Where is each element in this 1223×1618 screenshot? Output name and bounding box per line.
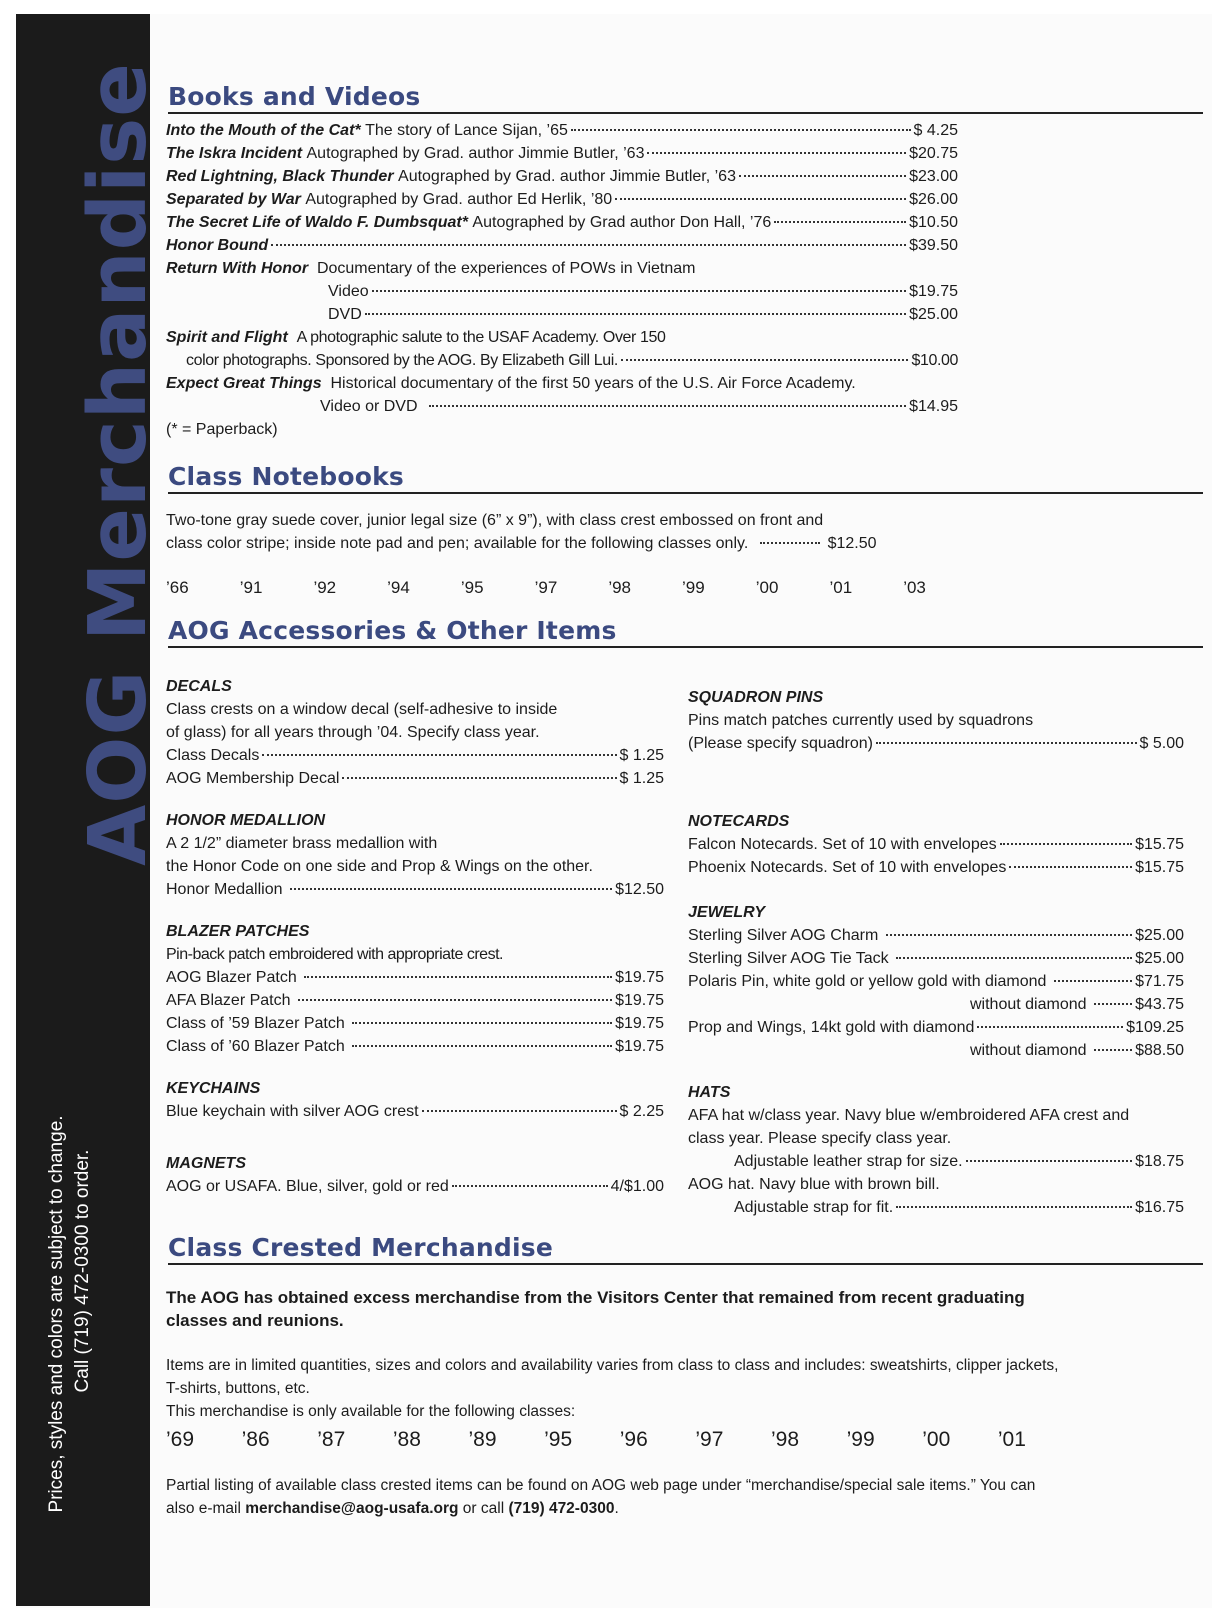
item-label: (Please specify squadron) (688, 735, 873, 752)
hats-desc-line1: AFA hat w/class year. Navy blue w/embroidered AFA crest and (688, 1107, 1130, 1124)
sidebar-title: AOG Merchandise (72, 62, 164, 866)
leader-dots (1094, 1003, 1132, 1005)
book-desc: Autographed by Grad. author Ed Herlik, ’80 (305, 191, 613, 208)
book-item (166, 212, 958, 234)
book-title: Separated by War (166, 191, 301, 208)
notebooks-heading: Class Notebooks (168, 462, 1203, 494)
keychains-title: KEYCHAINS (166, 1080, 261, 1097)
book-price: $20.75 (909, 145, 958, 162)
item-price: $12.50 (615, 881, 664, 898)
format-price: $25.00 (909, 306, 958, 323)
item-label: Adjustable strap for fit. (734, 1199, 894, 1216)
accessories-heading: AOG Accessories & Other Items (168, 616, 1203, 648)
item-label: AOG Blazer Patch (166, 969, 297, 986)
book-title: Honor Bound (166, 237, 269, 254)
book-title: Spirit and Flight (166, 329, 288, 346)
leader-dots (760, 542, 820, 544)
class-year: ’69 (166, 1428, 195, 1451)
book-spirit (166, 327, 666, 349)
leader-dots (304, 976, 612, 978)
crested-para-line1: Items are in limited quantities, sizes and colors and availability varies from class to class and includes: sweatshirts, clipper jackets, (166, 1357, 1059, 1374)
item-price: $88.50 (1135, 1042, 1184, 1059)
format-label: Video or DVD (320, 398, 418, 415)
book-item (166, 143, 958, 165)
class-year: ’98 (608, 578, 631, 597)
item-price: $ 1.25 (619, 770, 664, 787)
price-row (970, 1040, 1184, 1062)
item-price: $19.75 (615, 969, 664, 986)
email-link[interactable]: merchandise@aog-usafa.org (245, 1500, 459, 1517)
leader-dots (615, 198, 906, 200)
decals-desc-line1: Class crests on a window decal (self-adhesive to inside (166, 701, 558, 718)
item-price: $71.75 (1135, 973, 1184, 990)
crested-para-line2: T-shirts, buttons, etc. (166, 1380, 310, 1397)
book-desc: Documentary of the experiences of POWs in Vietnam (316, 260, 696, 277)
book-desc: Autographed by Grad. author Jimmie Butler, ’63 (398, 168, 736, 185)
squadron-title: SQUADRON PINS (688, 689, 824, 706)
leader-dots (876, 742, 1137, 744)
book-price: $26.00 (909, 191, 958, 208)
leader-dots (896, 957, 1132, 959)
price-row (688, 1017, 1184, 1039)
item-price: $18.75 (1135, 1153, 1184, 1170)
magnets-title: MAGNETS (166, 1155, 246, 1172)
leader-dots (977, 1026, 1123, 1028)
leader-dots (886, 934, 1132, 936)
price-row (166, 1013, 664, 1035)
item-label: Blue keychain with silver AOG crest (166, 1103, 419, 1120)
patches-title: BLAZER PATCHES (166, 923, 310, 940)
book-title: Expect Great Things (166, 375, 322, 392)
class-year: ’89 (468, 1428, 497, 1451)
price-row (166, 990, 664, 1012)
price-row (166, 967, 664, 989)
price-row (734, 1151, 1184, 1173)
hats-desc-line3: AOG hat. Navy blue with brown bill. (688, 1176, 940, 1193)
class-year: ’96 (619, 1428, 648, 1451)
leader-dots (352, 1022, 612, 1024)
leader-dots (896, 1206, 1132, 1208)
price-row (688, 834, 1184, 856)
crested-lead-line2: classes and reunions. (166, 1311, 344, 1330)
item-label: without diamond (970, 996, 1087, 1013)
class-year: ’66 (166, 578, 189, 597)
book-price: $23.00 (909, 168, 958, 185)
book-item (166, 189, 958, 211)
patches-desc: Pin-back patch embroidered with appropriate crest. (166, 946, 503, 963)
book-format-row (320, 396, 958, 418)
price-row (688, 857, 1184, 879)
sidebar-note-call: Call (719) 472-0300 to order. (72, 1149, 93, 1393)
class-year: ’00 (755, 578, 779, 597)
crested-footer-line2 (166, 1498, 619, 1520)
leader-dots (262, 754, 616, 756)
book-price: $ 4.25 (913, 122, 958, 139)
class-year: ’98 (771, 1428, 800, 1451)
class-year: ’99 (846, 1428, 875, 1451)
class-year: ’87 (317, 1428, 346, 1451)
footer-text: also e-mail (166, 1500, 246, 1517)
sidebar-note-prices: Prices, styles and colors are subject to change. (46, 1115, 67, 1513)
item-price: 4/$1.00 (610, 1178, 664, 1195)
price-row (688, 925, 1184, 947)
class-year: ’88 (392, 1428, 421, 1451)
book-desc: color photographs. Sponsored by the AOG. By Elizabeth Gill Lui. (186, 352, 618, 369)
leader-dots (647, 152, 906, 154)
leader-dots (774, 221, 906, 223)
book-desc: Autographed by Grad. author Jimmie Butler, ’63 (306, 145, 645, 162)
leader-dots (365, 313, 906, 315)
class-year: ’94 (387, 578, 410, 597)
leader-dots (1094, 1049, 1132, 1051)
notebooks-desc-line2: class color stripe; inside note pad and pen; available for the following classes only. (166, 535, 749, 552)
item-label: Class of ’60 Blazer Patch (166, 1038, 345, 1055)
book-spirit-row (186, 350, 958, 372)
leader-dots (429, 405, 906, 407)
item-label: AOG Membership Decal (166, 770, 340, 787)
book-expect (166, 373, 856, 395)
squadron-desc: Pins match patches currently used by squadrons (688, 712, 1034, 729)
crested-footer-line1: Partial listing of available class crested items can be found on AOG web page under “merchandise/special sale items.” You can (166, 1477, 1036, 1494)
item-price: $ 2.25 (619, 1103, 664, 1120)
price-row (688, 948, 1184, 970)
book-return (166, 258, 696, 280)
book-format-row (328, 281, 958, 303)
price-row (688, 971, 1184, 993)
item-price: $16.75 (1135, 1199, 1184, 1216)
item-label: Sterling Silver AOG Tie Tack (688, 950, 889, 967)
notebooks-years (166, 578, 926, 598)
book-price: $10.00 (911, 352, 958, 369)
leader-dots (571, 129, 911, 131)
leader-dots (290, 888, 612, 890)
class-year: ’97 (695, 1428, 724, 1451)
item-price: $15.75 (1135, 859, 1184, 876)
leader-dots (352, 1045, 612, 1047)
item-label: Class Decals (166, 747, 260, 764)
item-label: Adjustable leather strap for size. (734, 1153, 963, 1170)
crested-years (166, 1428, 1026, 1452)
notecards-title: NOTECARDS (688, 813, 790, 830)
leader-dots (422, 1110, 617, 1112)
price-row (166, 1036, 664, 1058)
price-row (970, 994, 1184, 1016)
item-label: Polaris Pin, white gold or yellow gold with diamond (688, 973, 1047, 990)
leader-dots (271, 244, 906, 246)
item-price: $19.75 (615, 1038, 664, 1055)
footnote-paperback: (* = Paperback) (166, 421, 278, 438)
book-item (166, 120, 958, 142)
book-title: Return With Honor (166, 260, 309, 277)
book-title: The Secret Life of Waldo F. Dumbsquat* (166, 214, 468, 231)
class-year: ’00 (922, 1428, 951, 1451)
books-heading: Books and Videos (168, 82, 1203, 114)
book-desc: A photographic salute to the USAF Academy. Over 150 (296, 329, 666, 346)
medallion-desc-line1: A 2 1/2” diameter brass medallion with (166, 835, 438, 852)
price-row (166, 879, 664, 901)
price-row (166, 1176, 664, 1198)
medallion-desc-line2: the Honor Code on one side and Prop & Wings on the other. (166, 858, 593, 875)
item-label: Honor Medallion (166, 881, 283, 898)
class-year: ’97 (534, 578, 558, 597)
item-label: Class of ’59 Blazer Patch (166, 1015, 345, 1032)
item-price: $ 5.00 (1139, 735, 1184, 752)
notebooks-desc-line1: Two-tone gray suede cover, junior legal size (6” x 9”), with class crest embossed on front and (166, 512, 824, 529)
book-title: The Iskra Incident (166, 145, 303, 162)
footer-text: . (614, 1500, 619, 1517)
jewelry-title: JEWELRY (688, 904, 766, 921)
book-desc: Autographed by Grad author Don Hall, ’76 (472, 214, 772, 231)
book-title: Into the Mouth of the Cat* (166, 122, 361, 139)
item-price: $25.00 (1135, 950, 1184, 967)
item-label: Phoenix Notecards. Set of 10 with envelopes (688, 859, 1007, 876)
class-year: ’95 (544, 1428, 573, 1451)
notebooks-price: $12.50 (827, 535, 877, 552)
notebooks-price-row (166, 533, 941, 555)
book-price: $10.50 (909, 214, 958, 231)
price-row (688, 733, 1184, 755)
leader-dots (621, 359, 909, 361)
item-label: Sterling Silver AOG Charm (688, 927, 879, 944)
item-label: AOG or USAFA. Blue, silver, gold or red (166, 1178, 449, 1195)
leader-dots (452, 1185, 608, 1187)
book-desc: Historical documentary of the first 50 years of the U.S. Air Force Academy. (330, 375, 856, 392)
class-year: ’95 (460, 578, 484, 597)
format-price: $19.75 (909, 283, 958, 300)
price-row (734, 1197, 1184, 1219)
leader-dots (1009, 866, 1132, 868)
leader-dots (739, 175, 906, 177)
item-price: $109.25 (1126, 1019, 1184, 1036)
footer-text: or call (458, 1500, 509, 1517)
hats-title: HATS (688, 1084, 731, 1101)
item-label: AFA Blazer Patch (166, 992, 291, 1009)
class-year: ’92 (313, 578, 337, 597)
book-format-row (328, 304, 958, 326)
book-price: $39.50 (909, 237, 958, 254)
hats-desc-line2: class year. Please specify class year. (688, 1130, 952, 1147)
class-year: ’03 (903, 578, 926, 597)
item-price: $15.75 (1135, 836, 1184, 853)
item-label: without diamond (970, 1042, 1087, 1059)
class-year: ’86 (241, 1428, 270, 1451)
item-price: $19.75 (615, 1015, 664, 1032)
item-label: Prop and Wings, 14kt gold with diamond (688, 1019, 975, 1036)
medallion-title: HONOR MEDALLION (166, 812, 326, 829)
format-label: DVD (328, 306, 362, 323)
leader-dots (966, 1160, 1133, 1162)
class-year: ’01 (829, 578, 853, 597)
price-row (166, 745, 664, 767)
phone-number: (719) 472-0300 (508, 1500, 615, 1517)
item-price: $19.75 (615, 992, 664, 1009)
format-label: Video (328, 283, 369, 300)
book-title: Red Lightning, Black Thunder (166, 168, 394, 185)
crested-lead-line1: The AOG has obtained excess merchandise from the Visitors Center that remained from recent graduating (166, 1288, 1025, 1307)
crested-para-line3: This merchandise is only available for the following classes: (166, 1403, 576, 1420)
decals-title: DECALS (166, 678, 232, 695)
item-label: Falcon Notecards. Set of 10 with envelopes (688, 836, 997, 853)
crested-heading: Class Crested Merchandise (168, 1233, 1203, 1265)
class-year: ’99 (682, 578, 705, 597)
class-year: ’01 (997, 1428, 1026, 1451)
price-row (166, 1101, 664, 1123)
item-price: $43.75 (1135, 996, 1184, 1013)
book-desc: The story of Lance Sijan, ’65 (365, 122, 568, 139)
leader-dots (342, 777, 616, 779)
item-price: $25.00 (1135, 927, 1184, 944)
book-item (166, 166, 958, 188)
leader-dots (372, 290, 906, 292)
leader-dots (1054, 980, 1132, 982)
item-price: $ 1.25 (619, 747, 664, 764)
book-item (166, 235, 958, 257)
format-price: $14.95 (909, 398, 958, 415)
class-year: ’91 (239, 578, 263, 597)
decals-desc-line2: of glass) for all years through ’04. Specify class year. (166, 724, 540, 741)
leader-dots (298, 999, 612, 1001)
leader-dots (1000, 843, 1132, 845)
price-row (166, 768, 664, 790)
